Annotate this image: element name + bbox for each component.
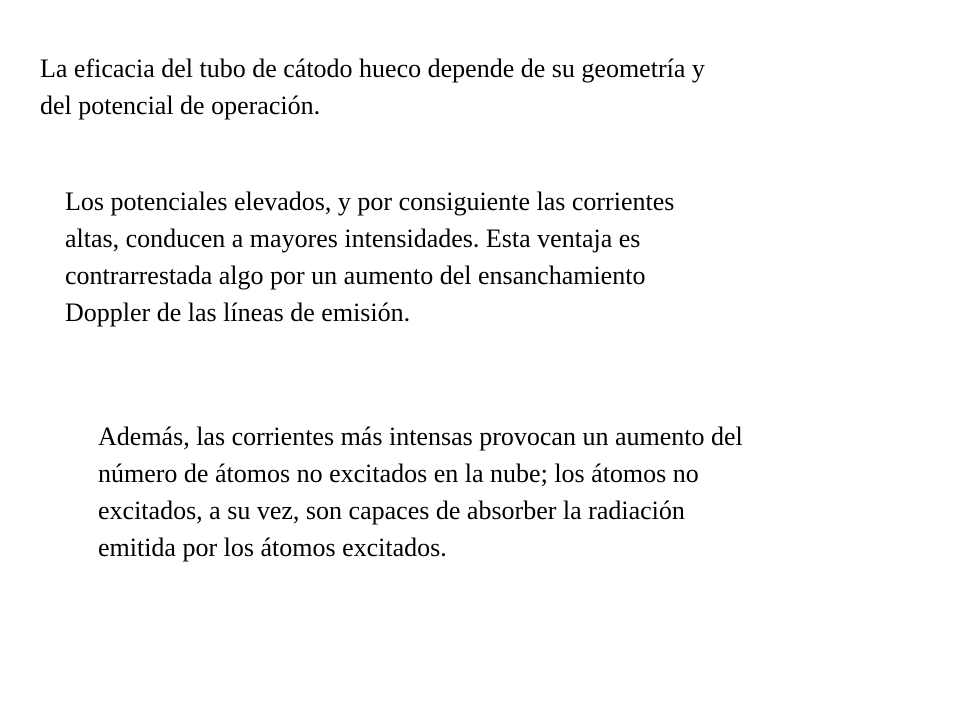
paragraph-hollow-cathode-efficiency	[40, 50, 705, 124]
paragraph-line: altas, conducen a mayores intensidades. Esta ventaja es	[65, 224, 641, 253]
paragraph-line: número de átomos no excitados en la nube; los átomos no	[98, 459, 699, 488]
paragraph-line: La eficacia del tubo de cátodo hueco depende de su geometría y	[40, 54, 705, 83]
paragraph-high-potentials	[65, 183, 674, 331]
paragraph-line: Los potenciales elevados, y por consiguiente las corrientes	[65, 187, 675, 216]
paragraph-line: contrarrestada algo por un aumento del ensanchamiento	[65, 261, 646, 290]
paragraph-line: Además, las corrientes más intensas provocan un aumento del	[98, 422, 743, 451]
paragraph-line: Doppler de las líneas de emisión.	[65, 298, 411, 327]
paragraph-line: excitados, a su vez, son capaces de absorber la radiación	[98, 496, 685, 525]
paragraph-self-absorption	[98, 418, 743, 566]
paragraph-line: del potencial de operación.	[40, 91, 321, 120]
paragraph-line: emitida por los átomos excitados.	[98, 533, 447, 562]
